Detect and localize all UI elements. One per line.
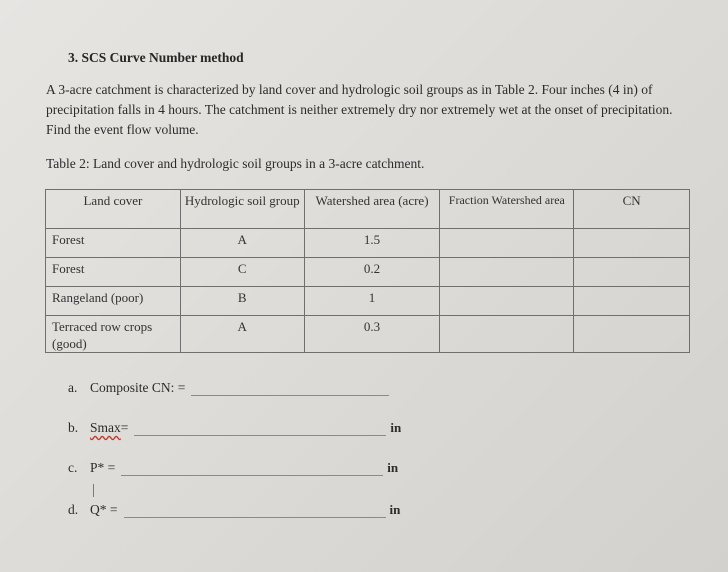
question-label: Smax [90, 420, 121, 435]
land-cover-table [45, 189, 690, 353]
cell-cn [574, 316, 690, 353]
unit-label: in [389, 502, 401, 517]
header-fraction-area: Fraction Watershed area [440, 190, 574, 229]
question-letter: a. [68, 380, 78, 395]
cell-land-cover: Forest [46, 258, 181, 287]
cell-land-cover: Rangeland (poor) [46, 287, 181, 316]
cell-soil-group: B [180, 287, 304, 316]
composite-cn-answer-line[interactable] [191, 381, 389, 396]
cell-soil-group: A [180, 229, 304, 258]
section-heading: 3. SCS Curve Number method [68, 50, 244, 65]
table-row [46, 258, 690, 287]
question-d [68, 502, 400, 518]
unit-label: in [387, 460, 399, 475]
question-label: Composite CN: = [90, 380, 186, 395]
cell-soil-group: C [180, 258, 304, 287]
cell-land-cover: Terraced row crops (good) [46, 316, 181, 353]
unit-label: in [390, 420, 402, 435]
cell-cn [574, 287, 690, 316]
cell-fraction [440, 287, 574, 316]
cell-area: 0.3 [304, 316, 440, 353]
question-label-suffix: = [120, 420, 129, 435]
cell-soil-group: A [180, 316, 304, 353]
cell-fraction [440, 316, 574, 353]
question-b [68, 420, 401, 436]
cell-area: 0.2 [304, 258, 440, 287]
question-c [68, 460, 398, 476]
cell-fraction [440, 258, 574, 287]
cell-cn [574, 229, 690, 258]
p-star-answer-line[interactable] [121, 461, 383, 476]
question-a [68, 380, 389, 396]
cell-cn [574, 258, 690, 287]
cell-area: 1.5 [304, 229, 440, 258]
question-label: Q* = [90, 502, 118, 517]
cell-area: 1 [304, 287, 440, 316]
table-header-row [46, 190, 690, 229]
header-land-cover: Land cover [46, 190, 181, 229]
question-letter: d. [68, 502, 79, 517]
text-cursor [93, 484, 94, 497]
table-caption: Table 2: Land cover and hydrologic soil groups in a 3-acre catchment. [46, 156, 425, 171]
header-soil-group: Hydrologic soil group [180, 190, 304, 229]
q-star-answer-line[interactable] [124, 503, 386, 518]
question-label: P* = [90, 460, 116, 475]
question-letter: c. [68, 460, 78, 475]
cell-fraction [440, 229, 574, 258]
question-letter: b. [68, 420, 79, 435]
smax-answer-line[interactable] [134, 421, 386, 436]
cell-land-cover: Forest [46, 229, 181, 258]
table-row [46, 316, 690, 353]
problem-paragraph: A 3-acre catchment is characterized by land cover and hydrologic soil groups as in Table 2. Four inches (4 in) of precipitation falls in 4 hours. The catchment is neither extremely dry nor extremely wet at the onset of precipitation. Find the event flow volume. [46, 82, 673, 137]
table-row [46, 287, 690, 316]
table-row [46, 229, 690, 258]
header-watershed-area: Watershed area (acre) [304, 190, 440, 229]
header-cn: CN [574, 190, 690, 229]
